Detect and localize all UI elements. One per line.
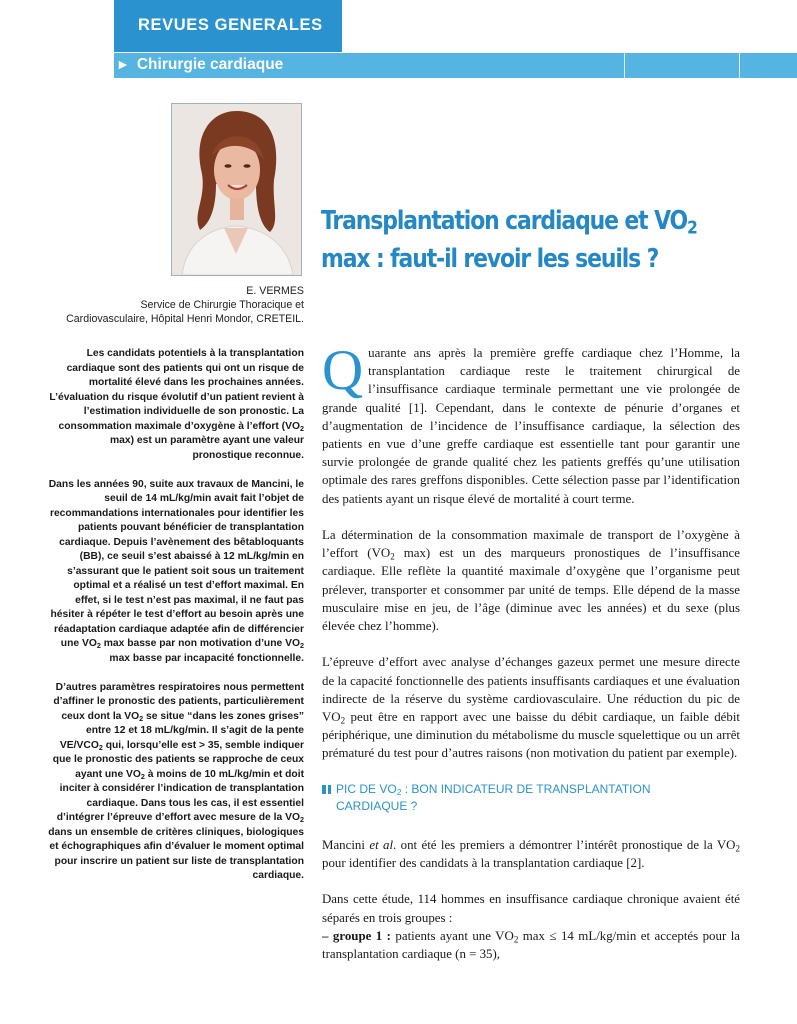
author-photo bbox=[171, 103, 302, 276]
article-title bbox=[321, 202, 699, 278]
title-subscript: 2 bbox=[687, 217, 697, 239]
affiliation-line: Service de Chirurgie Thoracique et bbox=[140, 299, 304, 312]
body-paragraph: L’épreuve d’effort avec analyse d’échanges gazeux permet une mesure directe de la capacité fonctionnelle des patients insuffisants cardiaques et une évaluation indirecte de la réserve du système cardiovasculaire. Une réduction du pic de $VO_2$ peut être en rapport avec une baisse du débit cardiaque, un faible débit périphérique, une diminution du métabolisme du muscle squelettique ou un arrêt prématuré du test pour d’autres raisons (non motivation du patient par exemple). bbox=[322, 655, 740, 761]
author-name: E. VERMES bbox=[246, 285, 304, 297]
band-divider bbox=[739, 53, 740, 78]
affiliation-line: Cardiovasculaire, Hôpital Henri Mondor, CRETEIL. bbox=[66, 313, 304, 326]
abstract-paragraph: D’autres paramètres respiratoires nous permettent d’affiner le pronostic des patients, particulièrement ceux dont la $VO_2$ se situe “dans les zones grises” entre 12 et 18 mL/kg/min. Il s’agit de la pente $VE/VCO_2$ qui, lorsqu’elle est > 35, semble indiquer que le pronostic des patients se rapproche de ceux ayant une $VO_2$ à moins de 10 mL/kg/min et doit inciter à considérer l’indication de transplantation cardiaque. Dans tous les cas, il est essentiel d’intégrer l’épreuve d’effort avec mesure de la $VO_2$ dans un ensemble de critères cliniques, biologiques et échographiques afin d’évaluer le moment optimal pour inscrire un patient sur liste de transplantation cardiaque. bbox=[48, 681, 304, 881]
abstract-paragraph: Dans les années 90, suite aux travaux de Mancini, le seuil de 14 mL/kg/min avait fait l’objet de recommandations internationales pour identifier les patients pouvant bénéficier de transplantation cardiaque. Depuis l’avènement des bêtabloquants (BB), ce seuil s’est abaissé à 12 mL/kg/min en s’assurant que le patient soit sous un traitement optimal et a réalisé un test d’effort maximal. En effet, si le test n’est pas maximal, il ne faut pas hésiter à répéter le test d’effort au besoin après une réadaptation cardiaque adaptée afin de différencier une $VO_2$ max basse par non motivation d’une $VO_2$ max basse par incapacité fonctionnelle. bbox=[48, 478, 304, 664]
body-paragraph: Mancini et al. ont été les premiers a démontrer l’intérêt pronostique de la $VO_2$ pour identifier des candidats à la transplantation cardiaque [2]. bbox=[322, 837, 740, 871]
section-bullet-icon bbox=[322, 785, 331, 794]
drop-cap: Q bbox=[322, 339, 364, 402]
abstract-paragraph: Les candidats potentiels à la transplantation cardiaque sont des patients qui ont un risque de mortalité élevé dans les prochaines années. L’évaluation du risque évolutif d’un patient revient à l’estimation individuelle de son pronostic. La consommation maximale d’oxygène à l’effort ($VO_2$ max) est un paramètre ayant une valeur pronostique reconnue. bbox=[49, 348, 304, 461]
title-line bbox=[321, 202, 699, 240]
author-affiliation bbox=[40, 284, 304, 327]
abstract bbox=[48, 347, 304, 898]
body-text bbox=[322, 339, 740, 963]
subsection-band bbox=[114, 53, 797, 78]
section-tab: REVUES GENERALES bbox=[114, 0, 342, 52]
body-paragraph: La détermination de la consommation maximale de transport de l’oxygène à l’effort ($VO_2$ max) est un des marqueurs pronostiques de l’insuffisance cardiaque. Elle reflète la quantité maximale d’oxygène que l’organisme peut prélever, transporter et consommer par unité de temps. Elle dépend de la masse musculaire mise en jeu, de l’âge (diminue avec les années) et du sexe (plus élevée chez l’homme). bbox=[322, 528, 740, 634]
title-line: max : faut-il revoir les seuils ? bbox=[321, 244, 659, 274]
group-label: – groupe 1 : bbox=[322, 928, 391, 943]
body-paragraph: Dans cette étude, 114 hommes en insuffisance cardiaque chronique avaient été séparés en trois groupes : – groupe 1 : patients ayant une $VO_2$ max ≤ 14 mL/kg/min et acceptés pour la transplantation cardiaque (n = 35), bbox=[322, 892, 740, 962]
arrow-right-icon: ► bbox=[116, 56, 130, 72]
section-heading: PIC DE $VO_2$ : BON INDICATEUR DE TRANSPLANTATION CARDIAQUE ? bbox=[322, 781, 740, 816]
title-text: Transplantation cardiaque et VO bbox=[321, 206, 688, 236]
subsection-text: Chirurgie cardiaque bbox=[136, 56, 284, 73]
band-divider bbox=[624, 53, 625, 78]
body-paragraph: Quarante ans après la première greffe cardiaque chez l’Homme, la transplantation cardiaque reste le traitement chirurgical de l’insuffisance cardiaque terminale permettant une vie prolongée de grande qualité [1]. Cependant, dans le contexte de pénurie d’organes et d’augmentation de l’incidence de l’insuffisance cardiaque, la sélection des patients en vue d’une greffe cardiaque est essentielle tant pour garantir une survie prolongée de grande qualité chez les patients greffés qu’une utilisation optimale des rares greffons disponibles. Cette sélection passe par l’identification des patients ayant un risque élevé de mortalité à court terme. bbox=[322, 339, 740, 506]
subsection-label bbox=[116, 56, 283, 74]
